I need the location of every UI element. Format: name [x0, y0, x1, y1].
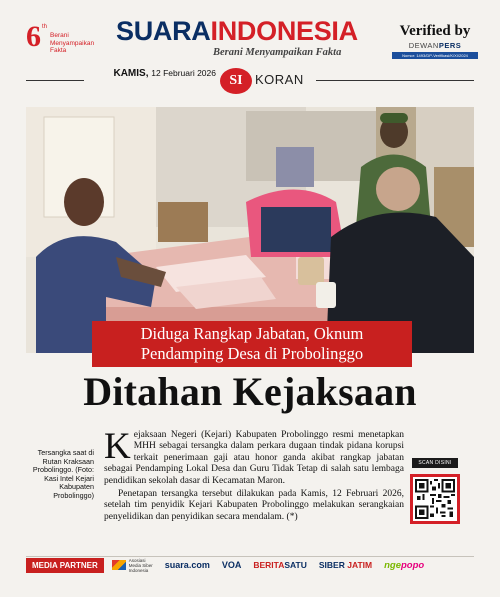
amsi-line-1: Asosiasi [128, 557, 146, 563]
kicker-line-1: Diduga Rangkap Jabatan, Oknum [140, 324, 364, 343]
headline: Ditahan Kejaksaan [83, 369, 417, 414]
issue-date-value: 12 Februari 2026 [151, 68, 216, 78]
media-partner-bar [26, 558, 474, 572]
masthead [0, 0, 500, 64]
amsi-line-2: Media Siber [128, 562, 153, 568]
verified-number: Nomor: 1493/DP-Verifikasi/K/XI/2024 [392, 52, 478, 59]
amsi-logo-icon [112, 560, 126, 570]
brand-part-indonesia: INDONESIA [210, 16, 358, 46]
divider-right [316, 80, 474, 81]
date-bar [26, 66, 474, 96]
verified-org [392, 41, 478, 50]
media-partner-label: MEDIA PARTNER [26, 558, 104, 573]
verified-org-suffix: PERS [438, 41, 462, 50]
partner-amsi[interactable] [112, 558, 153, 573]
brand-logo[interactable] [116, 18, 358, 45]
scan-label: SCAN DISINI [412, 458, 458, 468]
photo-illustration [26, 107, 474, 353]
siberjatim-part-2: JATIM [347, 560, 373, 570]
dropcap: K [104, 426, 131, 467]
qr-code[interactable] [410, 474, 460, 524]
brand-part-suara: SUARA [116, 16, 211, 46]
verified-title: Verified by [399, 23, 471, 39]
photo-caption: Tersangka saat di Rutan Kraksaan Probolinggo. (Foto: Kasi Intel Kejari Kabupaten Probolinggo) [32, 448, 94, 500]
issue-day: KAMIS, [113, 68, 149, 79]
partner-ngepopo[interactable] [384, 560, 424, 571]
tagline: Berani Menyampaikan Fakta [213, 47, 342, 58]
section-label: KORAN [255, 72, 304, 87]
kicker-line-2: Pendamping Desa di Probolinggo [140, 344, 364, 363]
verified-badge [392, 24, 478, 59]
partner-voa[interactable]: VOA [221, 560, 242, 570]
partner-beritasatu[interactable] [253, 560, 307, 570]
partner-siberjatim[interactable] [319, 560, 372, 570]
ngepopo-part-2: popo [401, 559, 425, 571]
paragraph-1 [104, 426, 404, 487]
si-logo: SI [220, 68, 252, 94]
paragraph-2: Penetapan tersangka tersebut dilakukan pada Kamis, 12 Februari 2026, setelah tim penyidik Kejari Kabupaten Probolinggo melakukan serangkaian penyelidikan dan penyidikan secara mendalam. (*) [104, 489, 404, 522]
ngepopo-part-1: nge [384, 559, 401, 571]
qr-code-icon [415, 479, 455, 519]
anniversary-suffix: th [42, 24, 48, 30]
kicker-banner [92, 321, 412, 367]
beritasatu-part-2: SATU [284, 560, 307, 570]
siberjatim-part-1: SIBER [318, 560, 345, 570]
anniversary-number: 6 [26, 20, 41, 53]
amsi-line-3: Indonesia [128, 567, 149, 573]
issue-date [113, 68, 216, 79]
partner-suara[interactable]: suara.com [164, 560, 210, 570]
anniversary-logo [26, 20, 106, 60]
beritasatu-part-1: BERITA [253, 560, 285, 570]
divider-left [26, 80, 84, 81]
article-photo [26, 107, 474, 353]
paragraph-1-text: ejaksaan Negeri (Kejari) Kabupaten Probolinggo resmi menetapkan MHH sebagai tersangka dalam perkara dugaan tindak pidana korupsi terkait penerimaan gaji atau honor ganda akibat rangkap jabatan sebagai Pendamping Lokal Desa dan Guru Tidak Tetap di salah satu lembaga pendidikan sekolah dasar di Kecamatan Maron. [104, 430, 404, 486]
article-body [104, 426, 404, 525]
verified-org-prefix: DEWAN [408, 41, 439, 50]
anniversary-text: Berani Menyampaikan Fakta [50, 32, 95, 54]
